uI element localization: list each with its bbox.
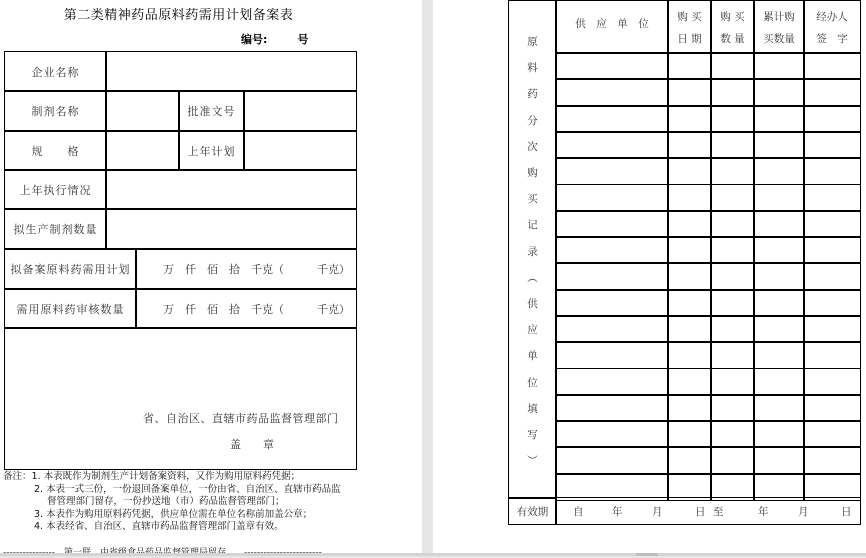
supplier-cell[interactable] — [555, 315, 669, 343]
handler-signature-cell[interactable] — [803, 341, 861, 369]
side-label-char: 写 — [527, 429, 538, 442]
purchase-qty-cell[interactable] — [710, 315, 755, 343]
authority-text: 省、自治区、直辖市药品监督管理部门 — [143, 412, 339, 425]
note-item-4: 4. 本表经省、自治区、直辖市药品监督管理部门盖章有效。 — [34, 521, 284, 532]
approved-quantity-field[interactable]: 万 仟 佰 拾 千克（ 千克） — [135, 288, 357, 329]
side-label-char: 买 — [527, 193, 538, 206]
document-title: 第二类精神药品原料药需用计划备案表 — [63, 8, 294, 23]
side-label-char: 药 — [527, 88, 538, 101]
note-item-2: 2. 本表一式三份，一份退回备案单位，一份由省、自治区、直辖市药品监 — [34, 483, 341, 495]
side-label-char: 次 — [527, 140, 538, 153]
purchase-qty-cell[interactable] — [710, 262, 755, 290]
purchase-date-cell[interactable] — [667, 131, 712, 159]
purchase-qty-cell[interactable] — [710, 236, 755, 264]
side-label-char: 位 — [527, 376, 538, 389]
last-year-execution-label: 上年执行情况 — [4, 169, 107, 210]
last-year-execution-field[interactable] — [105, 169, 357, 210]
purchase-qty-cell[interactable] — [710, 78, 755, 106]
cumulative-qty-cell[interactable] — [753, 105, 805, 133]
purchase-date-cell[interactable] — [667, 105, 712, 133]
supplier-cell[interactable] — [555, 262, 669, 290]
side-label-char: ︵ — [527, 271, 538, 284]
header-purchase-date-line1: 购 买 — [677, 10, 702, 23]
planned-production-label: 拟生产制剂数量 — [4, 208, 107, 250]
handler-signature-cell[interactable] — [803, 78, 861, 106]
side-label-char: 单 — [527, 350, 538, 363]
approval-number-field[interactable] — [243, 90, 357, 132]
cumulative-qty-cell[interactable] — [753, 52, 805, 80]
cumulative-qty-cell[interactable] — [753, 420, 805, 448]
purchase-date-cell[interactable] — [667, 420, 712, 448]
handler-signature-cell[interactable] — [803, 105, 861, 133]
form-page-left — [0, 0, 422, 553]
side-label-char: 分 — [527, 114, 538, 127]
side-label-char: 料 — [527, 62, 538, 75]
purchase-date-cell[interactable] — [667, 368, 712, 396]
cumulative-qty-cell[interactable] — [753, 341, 805, 369]
purchase-qty-cell[interactable] — [710, 52, 755, 80]
serial-suffix: 号 — [297, 33, 309, 46]
purchase-qty-cell[interactable] — [710, 368, 755, 396]
purchase-date-cell[interactable] — [667, 315, 712, 343]
header-handler-signature — [803, 0, 861, 54]
notes-section — [3, 471, 341, 534]
preparation-name-label: 制剂名称 — [4, 90, 107, 132]
supplier-cell[interactable] — [555, 236, 669, 264]
side-label-char: 填 — [527, 402, 538, 415]
side-label-char: 购 — [527, 167, 538, 180]
supplier-cell[interactable] — [555, 157, 669, 185]
cumulative-qty-cell[interactable] — [753, 78, 805, 106]
handler-signature-cell[interactable] — [803, 315, 861, 343]
cumulative-qty-cell[interactable] — [753, 262, 805, 290]
supplier-cell[interactable] — [555, 394, 669, 422]
side-label-char: 记 — [527, 219, 538, 232]
side-label-char: 供 — [527, 298, 538, 311]
handler-signature-cell[interactable] — [803, 236, 861, 264]
handler-signature-cell[interactable] — [803, 184, 861, 212]
supplier-cell[interactable] — [555, 446, 669, 474]
specification-field[interactable] — [105, 130, 180, 171]
side-label-char: 录 — [527, 245, 538, 258]
cumulative-qty-cell[interactable] — [753, 210, 805, 238]
handler-signature-cell[interactable] — [803, 446, 861, 474]
purchase-date-cell[interactable] — [667, 210, 712, 238]
purchase-date-cell[interactable] — [667, 78, 712, 106]
approval-number-label: 批准文号 — [178, 90, 245, 132]
purchase-record-side-label — [508, 0, 557, 499]
header-purchase-qty — [710, 0, 755, 54]
supplier-cell[interactable] — [555, 105, 669, 133]
approved-quantity-label: 需用原料药审核数量 — [4, 288, 137, 329]
side-label-char: 应 — [527, 324, 538, 337]
purchase-date-cell[interactable] — [667, 341, 712, 369]
header-handler-line1: 经办人 — [816, 10, 848, 23]
form-page-right — [433, 0, 866, 553]
handler-signature-cell[interactable] — [803, 131, 861, 159]
handler-signature-cell[interactable] — [803, 394, 861, 422]
validity-from-year: 年 — [612, 505, 623, 518]
supplier-cell[interactable] — [555, 420, 669, 448]
serial-number — [241, 31, 308, 47]
enterprise-name-field[interactable] — [105, 51, 357, 92]
validity-to: 至 — [713, 505, 724, 518]
purchase-qty-cell[interactable] — [710, 446, 755, 474]
authority-seal-area[interactable] — [4, 327, 357, 470]
validity-to-day: 日 — [841, 505, 852, 518]
supplier-cell[interactable] — [555, 368, 669, 396]
cumulative-qty-cell[interactable] — [753, 368, 805, 396]
purchase-qty-cell[interactable] — [710, 341, 755, 369]
header-purchase-date-line2: 日 期 — [677, 32, 702, 45]
seal-text: 盖 章 — [230, 438, 274, 451]
note-item-3: 3. 本表作为购用原料药凭据，供应单位需在单位名称前加盖公章； — [34, 508, 313, 520]
header-supplier: 供 应 单 位 — [555, 0, 669, 54]
purchase-date-cell[interactable] — [667, 157, 712, 185]
cumulative-qty-cell[interactable] — [753, 315, 805, 343]
last-year-plan-field[interactable] — [243, 130, 357, 171]
cumulative-qty-cell[interactable] — [753, 236, 805, 264]
cumulative-qty-cell[interactable] — [753, 131, 805, 159]
supplier-cell[interactable] — [555, 131, 669, 159]
handler-signature-cell[interactable] — [803, 262, 861, 290]
purchase-date-cell[interactable] — [667, 52, 712, 80]
note-item-2-cont: 督管理部门留存，一份抄送地（市）药品监督管理部门； — [47, 496, 285, 507]
header-cumulative-line1: 累计购 — [763, 10, 795, 23]
serial-label: 编号: — [241, 33, 268, 46]
handler-signature-cell[interactable] — [803, 157, 861, 185]
header-purchase-qty-line1: 购 买 — [720, 10, 745, 23]
handler-signature-cell[interactable] — [803, 368, 861, 396]
side-label-char: 原 — [527, 36, 538, 48]
purchase-date-cell[interactable] — [667, 446, 712, 474]
purchase-date-cell[interactable] — [667, 262, 712, 290]
purchase-date-cell[interactable] — [667, 236, 712, 264]
purchase-qty-cell[interactable] — [710, 184, 755, 212]
supplier-cell[interactable] — [555, 78, 669, 106]
purchase-qty-cell[interactable] — [710, 105, 755, 133]
purchase-qty-cell[interactable] — [710, 289, 755, 317]
validity-from-month: 月 — [652, 505, 663, 518]
supplier-cell[interactable] — [555, 184, 669, 212]
note-item-1: 1. 本表既作为制剂生产计划备案资料，又作为购用原料药凭据； — [31, 471, 301, 482]
header-purchase-date — [667, 0, 712, 54]
header-cumulative-qty — [753, 0, 805, 54]
handler-signature-cell[interactable] — [803, 289, 861, 317]
supplier-cell[interactable] — [555, 341, 669, 369]
cumulative-qty-cell[interactable] — [753, 184, 805, 212]
validity-from: 自 — [573, 505, 584, 518]
validity-from-day: 日 — [695, 505, 706, 518]
last-year-plan-label: 上年计划 — [178, 130, 245, 171]
handler-signature-cell[interactable] — [803, 52, 861, 80]
handler-signature-cell[interactable] — [803, 420, 861, 448]
purchase-date-cell[interactable] — [667, 394, 712, 422]
validity-to-month: 月 — [798, 505, 809, 518]
header-handler-line2: 签 字 — [816, 32, 848, 45]
validity-to-year: 年 — [758, 505, 769, 518]
planned-api-requirement-field[interactable]: 万 仟 佰 拾 千克（ 千克） — [135, 248, 357, 290]
cumulative-qty-cell[interactable] — [753, 157, 805, 185]
header-purchase-qty-line2: 数 量 — [720, 32, 745, 45]
cumulative-qty-cell[interactable] — [753, 289, 805, 317]
cumulative-qty-cell[interactable] — [753, 394, 805, 422]
purchase-qty-cell[interactable] — [710, 131, 755, 159]
validity-label: 有效期 — [508, 497, 557, 525]
cumulative-qty-cell[interactable] — [753, 446, 805, 474]
header-cumulative-line2: 买数量 — [763, 32, 795, 45]
supplier-cell[interactable] — [555, 289, 669, 317]
supplier-cell[interactable] — [555, 210, 669, 238]
copy-footer — [3, 545, 322, 558]
specification-label: 规 格 — [4, 130, 107, 171]
notes-prefix: 备注： — [3, 471, 32, 482]
purchase-qty-cell[interactable] — [710, 394, 755, 422]
planned-production-field[interactable] — [105, 208, 357, 250]
enterprise-name-label: 企业名称 — [4, 51, 107, 92]
purchase-date-cell[interactable] — [667, 184, 712, 212]
purchase-date-cell[interactable] — [667, 289, 712, 317]
preparation-name-field[interactable] — [105, 90, 180, 132]
handler-signature-cell[interactable] — [803, 210, 861, 238]
supplier-cell[interactable] — [555, 52, 669, 80]
planned-api-requirement-label: 拟备案原料药需用计划 — [4, 248, 137, 290]
validity-period-field[interactable] — [555, 497, 861, 525]
purchase-qty-cell[interactable] — [710, 420, 755, 448]
purchase-qty-cell[interactable] — [710, 210, 755, 238]
side-label-char: ︶ — [527, 455, 538, 468]
purchase-qty-cell[interactable] — [710, 157, 755, 185]
